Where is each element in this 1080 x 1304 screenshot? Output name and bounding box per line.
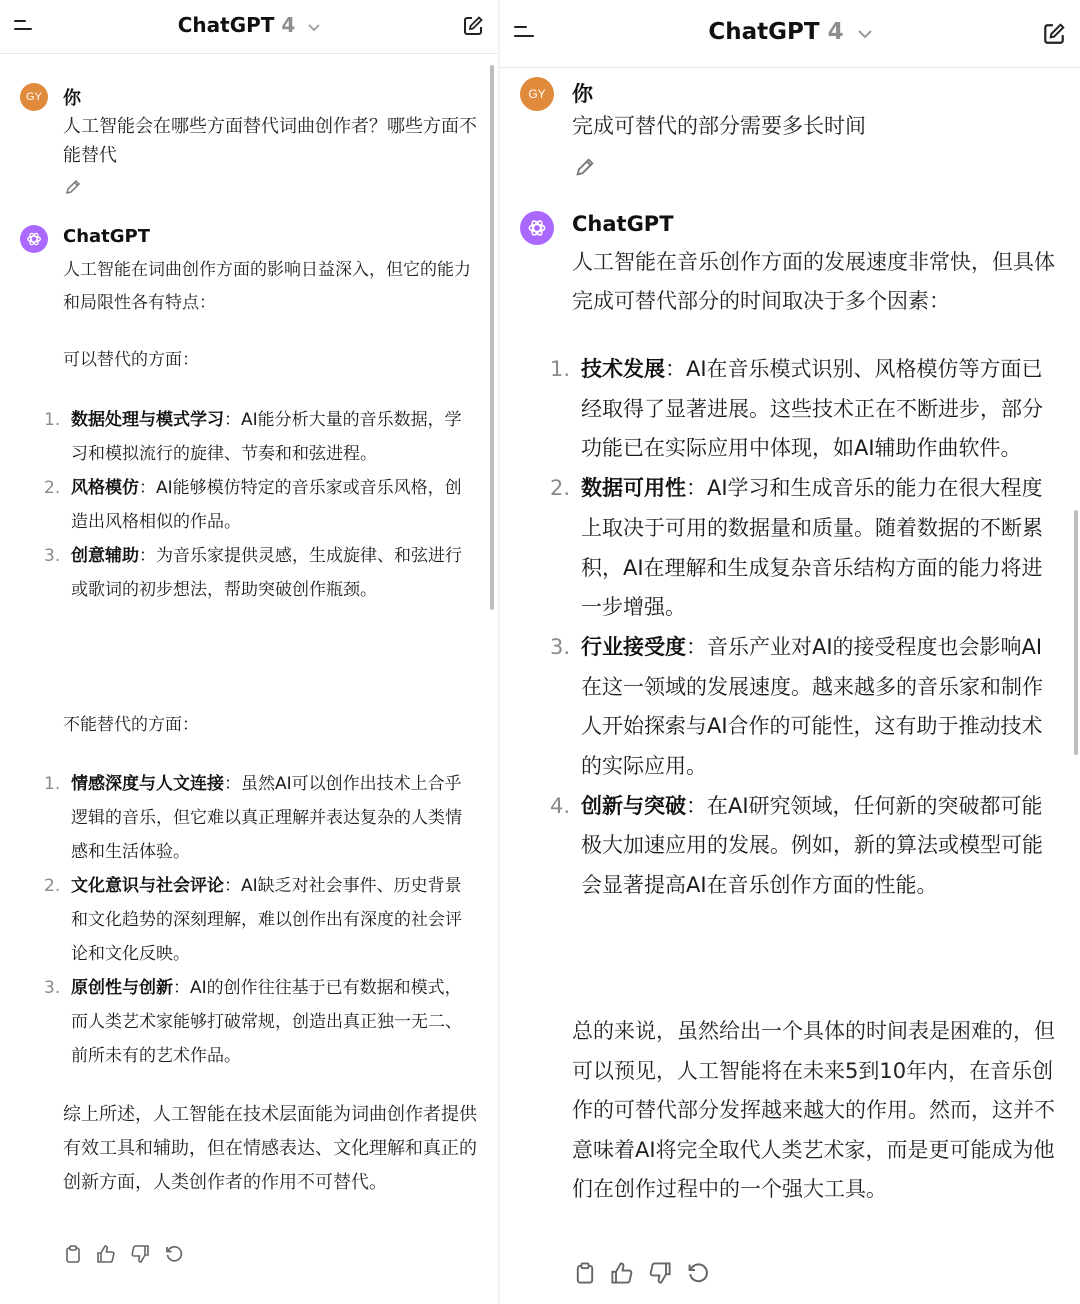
factors-list (550, 350, 1061, 906)
model-title: ChatGPT (708, 19, 820, 45)
not-replaceable-list (44, 767, 475, 1073)
regenerate-icon[interactable] (686, 1261, 710, 1289)
list-item: 3. 原创性与创新：AI的创作往往基于已有数据和模式，而人类艺术家能够打破常规，创造出真正独一无二、前所未有的艺术作品。 (44, 978, 462, 1066)
user-avatar: GY (20, 83, 48, 111)
chatgpt-avatar (520, 211, 554, 245)
assistant-intro: 人工智能在音乐创作方面的发展速度非常快，但具体完成可替代部分的时间取决于多个因素： (572, 250, 1055, 313)
openai-logo-icon (526, 217, 548, 239)
list-item: 1. 情感深度与人文连接：虽然AI可以创作出技术上合乎逻辑的音乐，但它难以真正理解并表达复杂的人类情感和生活体验。 (44, 774, 462, 862)
section-title-replaceable: 可以替代的方面： (63, 350, 199, 370)
assistant-intro: 人工智能在词曲创作方面的影响日益深入，但它的能力和局限性各有特点： (63, 260, 471, 313)
thumbs-up-icon[interactable] (610, 1261, 634, 1289)
list-item: 1. 数据处理与模式学习：AI能分析大量的音乐数据，学习和模拟流行的旋律、节奏和和弦进程。 (44, 410, 462, 464)
model-selector[interactable] (0, 13, 498, 37)
section-title-not-replaceable: 不能替代的方面： (63, 715, 199, 735)
new-chat-icon[interactable] (462, 15, 484, 41)
chatgpt-avatar (20, 225, 48, 253)
copy-icon[interactable] (574, 1261, 596, 1289)
list-item: 3. 创意辅助：为音乐家提供灵感，生成旋律、和弦进行或歌词的初步想法，帮助突破创作瓶颈。 (44, 546, 462, 600)
header (500, 0, 1080, 68)
list-item: 3. 行业接受度：音乐产业对AI的接受程度也会影响AI在这一领域的发展速度。越来越多的音乐家和制作人开始探索与AI合作的可能性，这有助于推动技术的实际应用。 (550, 634, 1043, 779)
assistant-name: ChatGPT (63, 226, 151, 247)
scrollbar[interactable] (490, 65, 494, 610)
right-chat-panel (500, 0, 1080, 1304)
copy-icon[interactable] (64, 1244, 82, 1268)
assistant-conclusion: 总的来说，虽然给出一个具体的时间表是困难的，但可以预见，人工智能将在未来5到10年内，在音乐创作的可替代部分发挥越来越大的作用。然而，这并不意味着AI将完全取代人类艺术家，而是更可能成为他们在创作过程中的一个强大工具。 (572, 1019, 1055, 1201)
list-item: 2. 文化意识与社会评论：AI缺乏对社会事件、历史背景和文化趋势的深刻理解，难以创作出有深度的社会评论和文化反映。 (44, 876, 462, 964)
new-chat-icon[interactable] (1042, 22, 1066, 50)
scrollbar[interactable] (1074, 510, 1078, 755)
thumbs-up-icon[interactable] (96, 1244, 116, 1268)
message-actions (64, 1244, 184, 1268)
user-message: 人工智能会在哪些方面替代词曲创作者？哪些方面不能替代 (63, 116, 477, 166)
replaceable-list (44, 403, 475, 607)
chevron-down-icon (858, 19, 872, 45)
chevron-down-icon (308, 13, 320, 37)
assistant-conclusion: 综上所述，人工智能在技术层面能为词曲创作者提供有效工具和辅助，但在情感表达、文化理解和真正的创新方面，人类创作者的作用不可替代。 (63, 1104, 477, 1193)
user-message: 完成可替代的部分需要多长时间 (572, 114, 866, 138)
list-item: 2. 风格模仿：AI能够模仿特定的音乐家或音乐风格，创造出风格相似的作品。 (44, 478, 462, 532)
list-item: 2. 数据可用性：AI学习和生成音乐的能力在很大程度上取决于可用的数据量和质量。随着数据的不断累积，AI在理解和生成复杂音乐结构方面的能力将进一步增强。 (550, 476, 1043, 620)
assistant-name: ChatGPT (572, 212, 674, 236)
message-actions (574, 1261, 710, 1289)
user-name: 你 (63, 88, 81, 109)
thumbs-down-icon[interactable] (130, 1244, 150, 1268)
thumbs-down-icon[interactable] (648, 1261, 672, 1289)
model-version: 4 (827, 19, 844, 45)
openai-logo-icon (25, 230, 43, 248)
user-name: 你 (572, 82, 593, 106)
left-chat-panel (0, 0, 498, 1304)
user-avatar: GY (520, 77, 554, 111)
list-item: 1. 技术发展：AI在音乐模式识别、风格模仿等方面已经取得了显著进展。这些技术正在不断进步，部分功能已在实际应用中体现，如AI辅助作曲软件。 (550, 357, 1043, 461)
model-title: ChatGPT (177, 13, 275, 37)
model-version: 4 (281, 13, 296, 37)
edit-pencil-icon[interactable] (64, 178, 82, 200)
model-selector[interactable] (500, 19, 1080, 45)
regenerate-icon[interactable] (164, 1244, 184, 1268)
header (0, 0, 498, 54)
edit-pencil-icon[interactable] (574, 156, 596, 182)
list-item: 4. 创新与突破：在AI研究领域，任何新的突破都可能极大加速应用的发展。例如，新的算法或模型可能会显著提高AI在音乐创作方面的性能。 (550, 793, 1043, 898)
